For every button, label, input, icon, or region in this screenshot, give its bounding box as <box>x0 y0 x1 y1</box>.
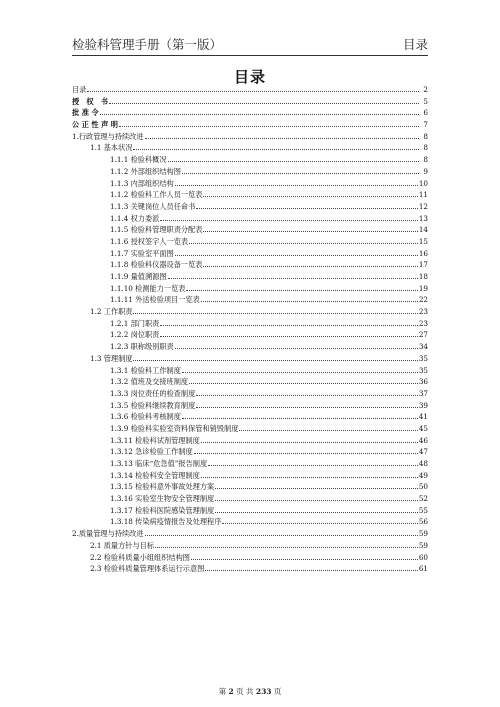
toc-entry-page: 5 <box>423 96 428 106</box>
toc-leader-dots <box>222 516 417 524</box>
toc-entry-label: 1.1.6 授权签字人一览表 <box>110 236 189 246</box>
toc-leader-dots <box>145 131 419 139</box>
toc-entry[interactable] <box>72 563 428 575</box>
toc-entry-label: 1.3.3 岗位责任的检查制度 <box>110 388 196 398</box>
toc-entry[interactable] <box>72 470 428 482</box>
toc-entry-label: 1.3.14 检验科安全管理制度 <box>110 470 200 480</box>
toc-entry-page: 55 <box>418 505 428 515</box>
toc-leader-dots <box>175 178 418 186</box>
footer-current-page: 2 <box>228 687 234 696</box>
toc-entry-label: 2.2 检验科质量小组组织结构图 <box>90 552 190 562</box>
toc-leader-dots <box>133 306 417 314</box>
toc-entry-label: 1.3.11 检验科试剂管理制度 <box>110 435 200 445</box>
toc-entry-label: 1.1.3 关键岗位人员任命书 <box>110 201 196 211</box>
toc-entry-label: 1.行政管理与持续改进 <box>72 131 144 141</box>
toc-entry-page: 60 <box>418 552 428 562</box>
footer-prefix: 第 <box>218 687 229 696</box>
toc-entry-page: 27 <box>418 330 428 340</box>
table-of-contents <box>72 84 428 575</box>
toc-leader-dots <box>182 365 418 373</box>
toc-entry-label: 1.1.1 检验科概况 <box>110 155 167 165</box>
toc-title: 目录 <box>233 68 266 86</box>
toc-entry-page: 22 <box>418 295 428 305</box>
toc-entry-page: 11 <box>418 190 428 200</box>
toc-entry-page: 46 <box>418 435 428 445</box>
toc-entry-page: 2 <box>423 85 428 94</box>
toc-entry[interactable] <box>72 318 428 330</box>
toc-entry-page: 39 <box>418 400 428 410</box>
toc-leader-dots <box>201 470 418 478</box>
toc-leader-dots <box>191 552 418 560</box>
toc-entry[interactable] <box>72 388 428 400</box>
toc-entry-label: 1.3.16 实验室生物安全管理制度 <box>110 494 215 504</box>
toc-entry-label: 1.3.1 检验科工作制度 <box>110 365 181 375</box>
toc-leader-dots <box>203 189 417 197</box>
toc-leader-dots <box>87 84 419 92</box>
toc-entry-page: 23 <box>418 318 428 328</box>
toc-leader-dots <box>133 353 417 361</box>
toc-leader-dots <box>203 259 417 267</box>
toc-leader-dots <box>133 142 419 150</box>
toc-entry-label: 1.3.6 检验科考核制度 <box>110 412 181 422</box>
toc-entry-label: 1.1 基本状况 <box>90 143 133 153</box>
toc-entry-label: 2.3 检验科质量管理体系运行示意图 <box>90 564 205 574</box>
toc-entry-page: 45 <box>418 423 428 433</box>
toc-leader-dots <box>168 154 419 162</box>
toc-leader-dots <box>160 318 418 326</box>
toc-entry-page: 12 <box>418 201 428 211</box>
header-section-title: 目录 <box>402 37 428 52</box>
toc-entry[interactable] <box>72 365 428 377</box>
toc-entry[interactable] <box>72 552 428 564</box>
toc-leader-dots <box>215 481 418 489</box>
toc-entry-page: 23 <box>418 307 428 317</box>
page-header <box>72 36 428 56</box>
toc-entry[interactable] <box>72 376 428 388</box>
toc-entry[interactable] <box>72 400 428 412</box>
toc-entry-label: 1.1.2 外部组织结构图 <box>110 166 181 176</box>
toc-entry[interactable] <box>72 131 428 143</box>
toc-entry-page: 13 <box>418 213 428 223</box>
toc-leader-dots <box>196 201 418 209</box>
toc-entry[interactable] <box>72 189 428 201</box>
toc-leader-dots <box>168 271 418 279</box>
footer-total-pages: 233 <box>255 687 272 696</box>
toc-entry-label: 公 正 性 声 明 <box>72 120 118 130</box>
toc-leader-dots <box>100 107 419 115</box>
toc-leader-dots <box>175 341 418 349</box>
toc-entry[interactable] <box>72 493 428 505</box>
toc-entry[interactable] <box>72 540 428 552</box>
toc-entry[interactable] <box>72 446 428 458</box>
toc-leader-dots <box>175 248 418 256</box>
toc-entry-label: 1.3.13 临床“危急值”报告制度 <box>110 459 208 468</box>
header-document-title: 检验科管理手册（第一版） <box>72 37 223 52</box>
toc-entry-page: 36 <box>418 377 428 387</box>
toc-entry[interactable] <box>72 271 428 283</box>
toc-entry-label: 授 权 书 <box>72 96 108 106</box>
toc-leader-dots <box>194 446 418 454</box>
toc-entry-page: 8 <box>423 131 428 141</box>
footer-mid: 页 共 <box>233 687 256 696</box>
toc-entry[interactable] <box>72 528 428 540</box>
toc-entry-label: 1.3.12 急诊检验工作制度 <box>110 447 193 457</box>
toc-entry-label: 1.1.2 检验科工作人员一览表 <box>110 190 203 200</box>
toc-entry[interactable] <box>72 341 428 353</box>
toc-entry-page: 16 <box>418 248 428 258</box>
toc-entry-label: 1.3.2 值班及交接班制度 <box>110 377 189 387</box>
toc-leader-dots <box>201 294 418 302</box>
toc-entry-label: 1.1.8 检验科仪器设备一览表 <box>110 260 203 270</box>
toc-entry[interactable] <box>72 505 428 517</box>
toc-leader-dots <box>160 329 418 337</box>
toc-entry-page: 59 <box>418 529 428 539</box>
toc-entry-label: 1.1.4 权力委派 <box>110 213 160 223</box>
toc-entry-label: 1.1.5 检验科管理职责分配表 <box>110 225 203 235</box>
toc-entry[interactable] <box>72 353 428 365</box>
toc-entry[interactable] <box>72 142 428 154</box>
toc-entry[interactable] <box>72 119 428 131</box>
toc-entry[interactable] <box>72 411 428 423</box>
toc-leader-dots <box>215 493 418 501</box>
toc-entry-page: 34 <box>418 342 428 352</box>
toc-entry[interactable] <box>72 178 428 190</box>
toc-entry-label: 1.3.15 检验科意外事故处理方案 <box>110 482 215 492</box>
toc-entry-page: 47 <box>418 447 428 457</box>
toc-entry-label: 1.1.10 检测能力一览表 <box>110 283 186 293</box>
toc-leader-dots <box>203 224 417 232</box>
toc-entry-page: 59 <box>418 540 428 550</box>
toc-entry-label: 目录 <box>72 85 87 94</box>
toc-entry[interactable] <box>72 306 428 318</box>
toc-leader-dots <box>160 213 418 221</box>
toc-entry[interactable] <box>72 423 428 435</box>
toc-leader-dots <box>239 423 417 431</box>
toc-entry-label: 1.3.17 检验科医院感染管理制度 <box>110 505 215 515</box>
toc-entry-page: 37 <box>418 388 428 398</box>
toc-entry-page: 61 <box>418 564 428 574</box>
toc-entry-label: 1.3.9 检验科实验室资料保管和销毁制度 <box>110 423 239 433</box>
toc-entry-page: 19 <box>418 283 428 293</box>
toc-entry-label: 1.1.11 外送检验项目一览表 <box>110 295 200 305</box>
toc-entry-page: 48 <box>418 459 428 468</box>
toc-leader-dots <box>155 540 418 548</box>
toc-entry-label: 1.1.7 实验室平面图 <box>110 248 174 258</box>
toc-leader-dots <box>145 528 418 536</box>
toc-leader-dots <box>182 411 418 419</box>
toc-leader-dots <box>109 96 419 104</box>
toc-leader-dots <box>205 563 418 571</box>
toc-entry[interactable] <box>72 84 428 96</box>
toc-entry-label: 1.3 管理制度 <box>90 353 133 363</box>
toc-entry-page: 35 <box>418 353 428 363</box>
toc-entry[interactable] <box>72 236 428 248</box>
toc-leader-dots <box>201 435 418 443</box>
toc-entry[interactable] <box>72 166 428 178</box>
toc-entry[interactable] <box>72 96 428 108</box>
toc-entry-page: 14 <box>418 225 428 235</box>
toc-entry-label: 1.2.1 部门职责 <box>110 318 160 328</box>
toc-entry-label: 1.2.3 职称级别职责 <box>110 342 174 352</box>
toc-entry-page: 6 <box>423 108 428 118</box>
toc-entry-page: 15 <box>418 236 428 246</box>
toc-entry-page: 17 <box>418 260 428 270</box>
toc-entry-page: 8 <box>423 143 428 153</box>
toc-leader-dots <box>196 388 418 396</box>
toc-entry[interactable] <box>72 283 428 295</box>
toc-entry-page: 52 <box>418 494 428 504</box>
toc-entry[interactable] <box>72 213 428 225</box>
toc-entry[interactable] <box>72 458 428 470</box>
toc-entry[interactable] <box>72 516 428 528</box>
toc-leader-dots <box>189 236 418 244</box>
toc-entry[interactable] <box>72 294 428 306</box>
toc-entry-page: 18 <box>418 272 428 281</box>
footer-suffix: 页 <box>271 687 282 696</box>
toc-entry-label: 1.3.5 检验科继续教育制度 <box>110 400 196 410</box>
toc-entry[interactable] <box>72 259 428 271</box>
toc-entry-label: 1.1.3 内部组织结构 <box>110 178 174 188</box>
toc-entry-page: 49 <box>418 470 428 480</box>
toc-entry[interactable] <box>72 107 428 119</box>
toc-leader-dots <box>189 376 418 384</box>
toc-entry-label: 1.2 工作职责 <box>90 307 133 317</box>
toc-leader-dots <box>215 505 418 513</box>
toc-entry[interactable] <box>72 435 428 447</box>
page-footer <box>0 686 500 697</box>
toc-entry-label: 2.质量管理与持续改进 <box>72 529 144 539</box>
toc-entry-label: 1.2.2 岗位职责 <box>110 330 160 340</box>
toc-leader-dots <box>208 458 418 466</box>
toc-entry[interactable] <box>72 481 428 493</box>
toc-entry-label: 2.1 质量方针与目标 <box>90 540 155 550</box>
toc-leader-dots <box>196 400 418 408</box>
toc-entry-page: 56 <box>418 517 428 527</box>
toc-entry-page: 10 <box>418 178 428 188</box>
toc-entry[interactable] <box>72 329 428 341</box>
toc-entry-page: 8 <box>423 155 428 165</box>
toc-leader-dots <box>182 166 419 174</box>
toc-leader-dots <box>186 283 417 291</box>
toc-entry-page: 35 <box>418 365 428 375</box>
toc-entry[interactable] <box>72 248 428 260</box>
toc-leader-dots <box>119 119 419 127</box>
toc-entry[interactable] <box>72 154 428 166</box>
toc-entry[interactable] <box>72 224 428 236</box>
toc-entry-page: 41 <box>418 412 428 422</box>
toc-entry-page: 9 <box>423 166 428 176</box>
toc-entry-label: 1.3.18 传染病疫情报告及处理程序 <box>110 517 222 527</box>
toc-entry[interactable] <box>72 201 428 213</box>
toc-entry-label: 1.1.9 量值溯源图 <box>110 272 167 281</box>
toc-entry-page: 7 <box>423 120 428 130</box>
toc-entry-page: 50 <box>418 482 428 492</box>
toc-entry-label: 批 准 令 <box>72 108 99 118</box>
